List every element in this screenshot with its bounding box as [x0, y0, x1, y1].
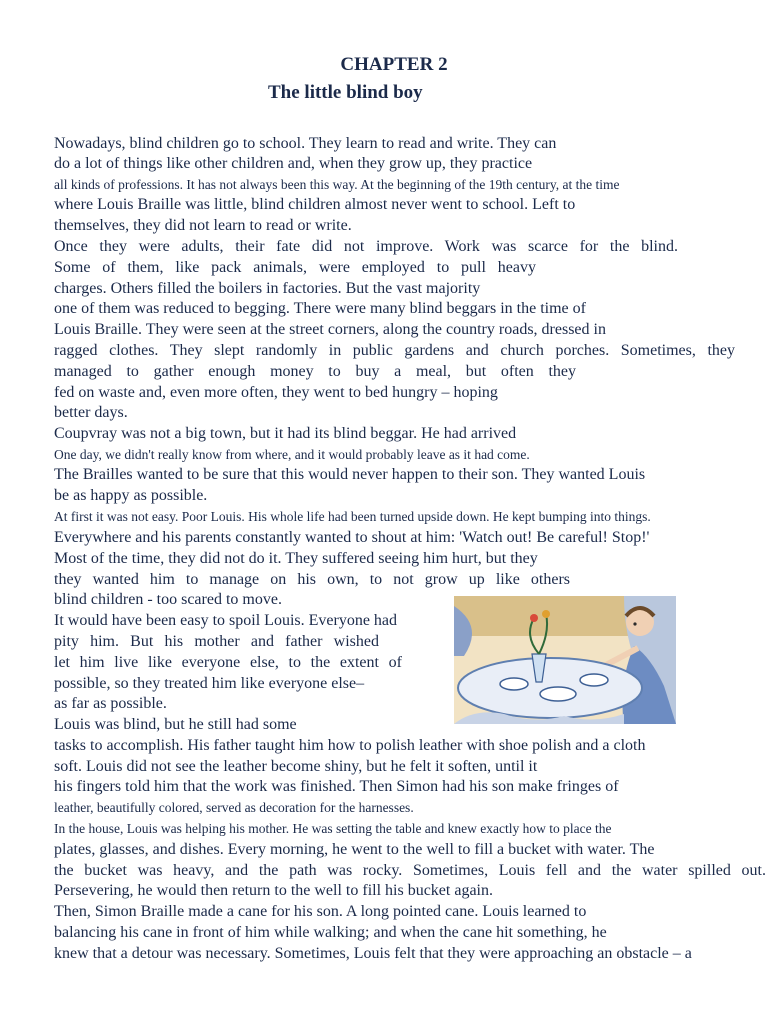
- text-line: blind children - too scared to move.: [54, 591, 282, 608]
- text-line: better days.: [54, 404, 128, 421]
- text-line: Persevering, he would then return to the well to fill his bucket again.: [54, 882, 493, 899]
- text-line: Then, Simon Braille made a cane for his son. A long pointed cane. Louis learned to: [54, 903, 587, 920]
- table-setting-illustration: [454, 596, 676, 724]
- text-line: ragged clothes. They slept randomly in public gardens and church porches. Sometimes, they: [54, 342, 735, 359]
- text-line: Louis Braille. They were seen at the street corners, along the country roads, dressed in: [54, 321, 606, 338]
- text-line: do a lot of things like other children and, when they grow up, they practice: [54, 155, 533, 172]
- text-line: Some of them, like pack animals, were employed to pull heavy: [54, 259, 536, 276]
- text-line: Once they were adults, their fate did not improve. Work was scarce for the blind.: [54, 238, 678, 255]
- text-line: soft. Louis did not see the leather become shiny, but he felt it soften, until it: [54, 758, 538, 775]
- text-line: the bucket was heavy, and the path was rocky. Sometimes, Louis fell and the water spilled out.: [54, 862, 766, 879]
- text-line: knew that a detour was necessary. Sometimes, Louis felt that they were approaching an obstacle – a: [54, 945, 692, 962]
- text-line: Most of the time, they did not do it. They suffered seeing him hurt, but they: [54, 550, 538, 567]
- text-line: managed to gather enough money to buy a meal, but often they: [54, 363, 576, 380]
- text-line: let him live like everyone else, to the extent of: [54, 654, 402, 671]
- text-line: In the house, Louis was helping his mother. He was setting the table and knew exactly how to place the: [54, 821, 612, 836]
- text-line: themselves, they did not learn to read or write.: [54, 217, 352, 234]
- text-line: Louis was blind, but he still had some: [54, 716, 297, 733]
- text-line: possible, so they treated him like everyone else–: [54, 675, 365, 692]
- text-line: all kinds of professions. It has not always been this way. At the beginning of the 19th century, at the time: [54, 177, 620, 192]
- text-line: tasks to accomplish. His father taught him how to polish leather with shoe polish and a cloth: [54, 737, 646, 754]
- chapter-title: The little blind boy: [268, 82, 423, 103]
- text-line: The Brailles wanted to be sure that this would never happen to their son. They wanted Louis: [54, 466, 646, 483]
- chapter-heading: CHAPTER 2: [340, 54, 448, 75]
- text-line: charges. Others filled the boilers in factories. But the vast majority: [54, 280, 481, 297]
- text-line: fed on waste and, even more often, they went to bed hungry – hoping: [54, 384, 498, 401]
- text-line: pity him. But his mother and father wished: [54, 633, 379, 650]
- text-line: where Louis Braille was little, blind children almost never went to school. Left to: [54, 196, 576, 213]
- text-line: At first it was not easy. Poor Louis. His whole life had been turned upside down. He kept bumping into things.: [54, 509, 651, 524]
- text-line: they wanted him to manage on his own, to not grow up like others: [54, 571, 570, 588]
- text-line: Nowadays, blind children go to school. They learn to read and write. They can: [54, 135, 557, 152]
- text-line: plates, glasses, and dishes. Every morning, he went to the well to fill a bucket with water. The: [54, 841, 655, 858]
- text-line: be as happy as possible.: [54, 487, 208, 504]
- text-line: One day, we didn't really know from where, and it would probably leave as it had come.: [54, 447, 530, 462]
- text-line: as far as possible.: [54, 695, 167, 712]
- text-line: It would have been easy to spoil Louis. Everyone had: [54, 612, 398, 629]
- text-line: Coupvray was not a big town, but it had its blind beggar. He had arrived: [54, 425, 517, 442]
- text-line: Everywhere and his parents constantly wanted to shout at him: 'Watch out! Be careful! Stop!': [54, 529, 650, 546]
- text-line: one of them was reduced to begging. There were many blind beggars in the time of: [54, 300, 586, 317]
- text-line: his fingers told him that the work was finished. Then Simon had his son make fringes of: [54, 778, 619, 795]
- text-line: balancing his cane in front of him while walking; and when the cane hit something, he: [54, 924, 607, 941]
- text-line: leather, beautifully colored, served as decoration for the harnesses.: [54, 800, 414, 815]
